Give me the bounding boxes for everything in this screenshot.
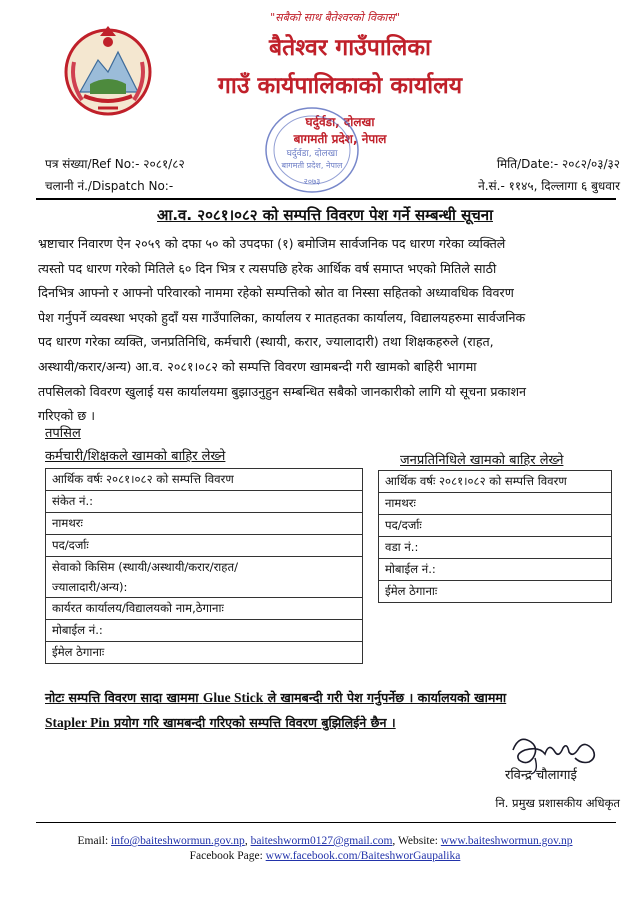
signatory-name: रविन्द्र चौलागाई xyxy=(505,768,577,783)
signatory-designation: नि. प्रमुख प्रशासकीय अधिकृत xyxy=(495,796,620,810)
para-line: गरिएको छ । xyxy=(38,408,96,424)
para-line: पेश गर्नुपर्ने व्यवस्था भएको हुदाँ यस गाउँपालिका, कार्यालय र मातहतका कार्यालय, विद्यालयहरुमा सार्वजनिक xyxy=(38,309,526,325)
facebook-label: Facebook Page: xyxy=(189,850,266,862)
para-line: त्यस्तो पद धारण गरेको मितिले ६० दिन भित्र र त्यसपछि हरेक आर्थिक वर्ष समाप्त भएको मितिले साठी xyxy=(38,260,497,276)
note-line-2 xyxy=(45,715,396,730)
facebook-link[interactable]: www.facebook.com/BaiteshworGaupalika xyxy=(265,850,461,862)
para-line: अस्थायी/करार/अन्य) आ.व. २०८१।०८२ को सम्पत्ति विवरण खामबन्दी गरी खामको बाहिरी भागमा xyxy=(38,358,477,374)
office-stamp-icon xyxy=(262,104,362,196)
table-row: वडा नं.: xyxy=(379,537,612,559)
table-row: नामथरः xyxy=(379,493,612,515)
note-part-2: ले खामबन्दी गरी पेश गर्नुपर्नेछ । कार्यालयको खाममा xyxy=(263,690,507,705)
stamp-line-1: घर्दुर्वडा, दोलखा xyxy=(286,149,338,159)
left-box-heading: कर्मचारी/शिक्षकले खामको बाहिर लेख्ने xyxy=(45,449,226,464)
note-stapler-pin: Stapler Pin xyxy=(45,715,110,730)
ref-no: पत्र संख्या/Ref No:- २०८१/८२ xyxy=(45,157,185,171)
table-row xyxy=(46,557,363,598)
dispatch-entry: ने.सं.- ११४५, दिल्लागा ६ बुधवार xyxy=(478,179,620,193)
footer-divider xyxy=(36,822,616,823)
footer-facebook-line xyxy=(40,850,610,862)
table-row: आर्थिक वर्षः २०८१।०८२ को सम्पत्ति विवरण xyxy=(379,471,612,493)
right-box-heading: जनप्रतिनिधिले खामको बाहिर लेख्ने xyxy=(400,453,564,468)
note-line-1 xyxy=(45,690,506,705)
table-row: पद/दर्जाः xyxy=(379,515,612,537)
stamp-line-2: बागमती प्रदेश, नेपाल xyxy=(281,161,343,170)
table-row: आर्थिक वर्षः २०८१।०८२ को सम्पत्ति विवरण xyxy=(46,469,363,491)
email-label: Email: xyxy=(77,835,112,847)
tagline: "सबैको साथ बैतेश्वरको विकास" xyxy=(270,11,400,24)
right-details-table xyxy=(378,470,612,603)
date: मिति/Date:- २०८२/०३/३२ xyxy=(496,157,620,171)
para-line: भ्रष्टाचार निवारण ऐन २०५९ को दफा ५० को उपदफा (१) बमोजिम सार्वजनिक पद धारण गरेका व्यक्तिले xyxy=(38,236,506,251)
email-link-1[interactable]: info@baiteshwormun.gov.np xyxy=(111,835,245,847)
website-label: , Website: xyxy=(392,835,441,847)
footer-comma: , xyxy=(244,835,251,847)
table-row: संकेत नं.: xyxy=(46,491,363,513)
footer-contact-line xyxy=(40,835,610,847)
service-type-line-1: सेवाको किसिम (स्थायी/अस्थायी/करार/राहत/ xyxy=(52,560,238,574)
note-glue-stick: Glue Stick xyxy=(202,690,264,705)
email-link-2[interactable]: baiteshworm0127@gmail.com xyxy=(250,835,393,847)
para-line: दिनभित्र आफ्नो र आफ्नो परिवारको नाममा रहेको सम्पत्तिको स्रोत वा निस्सा सहितको अध्यावधिक विवरण xyxy=(38,285,514,301)
tapasil-label: तपसिल xyxy=(45,426,81,441)
table-row: मोबाईल नं.: xyxy=(46,620,363,642)
address-line-1: घर्दुर्वडा, दोलखा xyxy=(305,115,375,129)
table-row: पद/दर्जाः xyxy=(46,535,363,557)
office-name: गाउँ कार्यपालिकाको कार्यालय xyxy=(217,73,463,99)
table-row: नामथरः xyxy=(46,513,363,535)
para-line: पद धारण गरेका व्यक्ति, जनप्रतिनिधि, कर्मचारी (स्थायी, करार, ज्यालादारी) तथा शिक्षकहरुले (राहत, xyxy=(38,334,494,350)
table-row: ईमेल ठेगानाः xyxy=(46,642,363,664)
notice-paragraph xyxy=(38,232,616,429)
header-divider xyxy=(36,198,616,200)
dispatch-no: चलानी नं./Dispatch No:- xyxy=(45,179,174,193)
municipality-name: बैतेश्वर गाउँपालिका xyxy=(269,35,431,61)
website-link[interactable]: www.baiteshwormun.gov.np xyxy=(440,835,573,847)
table-row: कार्यरत कार्यालय/विद्यालयको नाम,ठेगानाः xyxy=(46,598,363,620)
stamp-year: २०७३ xyxy=(303,177,321,186)
address-line-2: बागमती प्रदेश, नेपाल xyxy=(293,132,387,146)
service-type-line-2: ज्यालादारी/अन्य): xyxy=(52,580,128,594)
nepal-emblem-icon xyxy=(60,22,156,118)
left-details-table xyxy=(45,468,363,664)
note-part-3: प्रयोग गरि खामबन्दी गरिएको सम्पत्ति विवरण बुझिलिईने छैन । xyxy=(109,715,396,730)
note-part-1: नोटः सम्पत्ति विवरण सादा खाममा xyxy=(45,690,203,705)
para-line: तपसिलको विवरण खुलाई यस कार्यालयमा बुझाउनुहुन सम्बन्धित सबैको जानकारीको लागि यो सूचना प्रकाशन xyxy=(38,383,527,399)
table-row: मोबाईल नं.: xyxy=(379,559,612,581)
notice-heading: आ.व. २०८१।०८२ को सम्पत्ति विवरण पेश गर्ने सम्बन्धी सूचना xyxy=(157,206,493,224)
table-row: ईमेल ठेगानाः xyxy=(379,581,612,603)
